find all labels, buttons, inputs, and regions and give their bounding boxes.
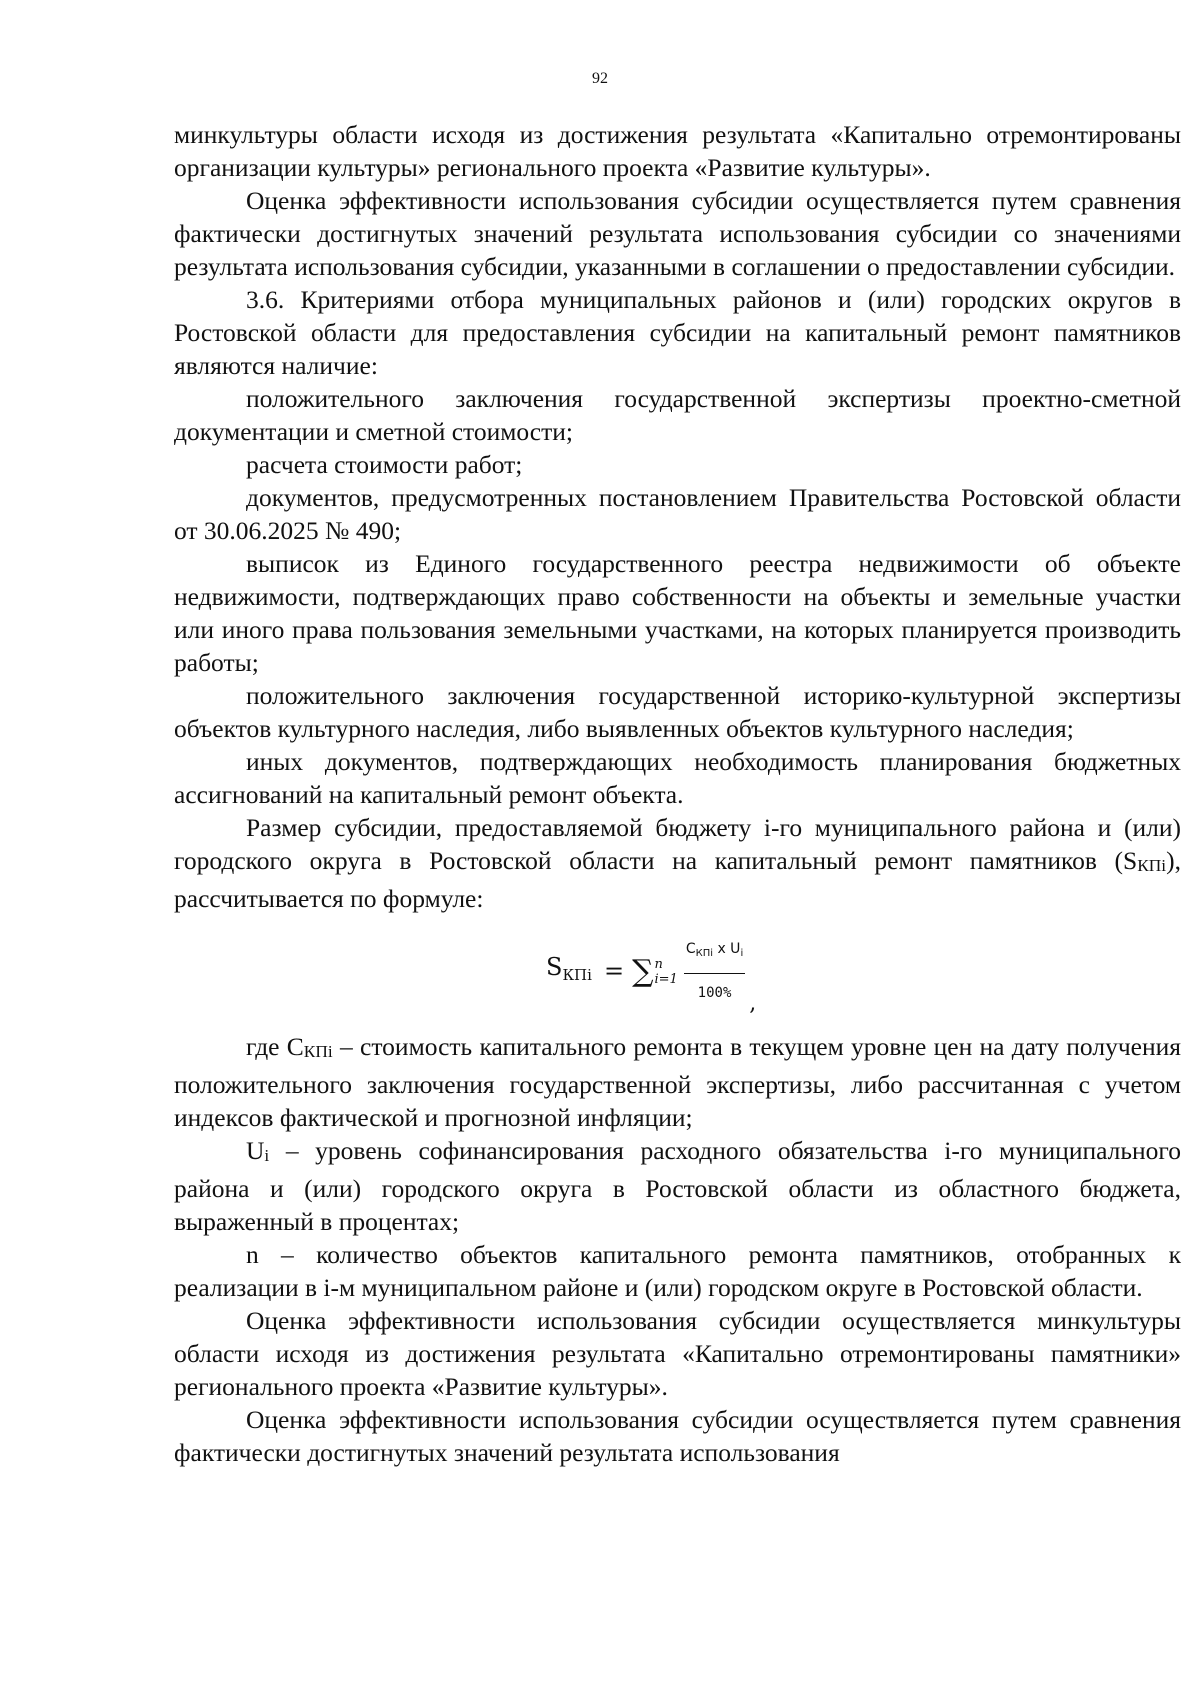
formula-equals: =	[603, 957, 625, 986]
formula-sum-lower: i=1	[654, 971, 678, 987]
definition-c-prefix: где C	[246, 1032, 304, 1062]
subsidy-formula	[546, 933, 757, 1017]
formula-num-c: C	[685, 941, 696, 958]
subsidy-size-text: Размер субсидии, предоставляемой бюджету i-го муниципального района и (или) городского округа в Ростовской области на капитальный ремонт памятников (S	[174, 813, 1181, 875]
formula-denominator: 100%	[697, 985, 732, 1002]
criteria-item-heritage-expertise: положительного заключения государственной историко-культурной экспертизы объектов культурного наследия, либо выявленных объектов культурного наследия;	[174, 681, 1181, 743]
formula-num-c-subscript: КПi	[695, 948, 713, 960]
definition-u	[174, 1134, 1181, 1238]
subsidy-size-subscript: КПi	[1137, 856, 1167, 876]
formula-lhs-symbol: S	[546, 953, 563, 982]
paragraph-continuation: минкультуры области исходя из достижения результата «Капитально отремонтированы организации культуры» регионального проекта «Развитие культуры».	[174, 120, 1181, 182]
formula-num-times-u: x U	[713, 941, 741, 958]
paragraph-subsidy-size	[174, 811, 1181, 915]
formula-lhs	[546, 951, 592, 992]
formula-lhs-subscript: КПi	[562, 966, 592, 985]
formula-sum-limits	[654, 957, 677, 987]
criteria-item-cost-calculation: расчета стоимости работ;	[246, 450, 523, 479]
formula-num-u-subscript: i	[740, 948, 744, 960]
page-number: 92	[592, 70, 608, 87]
definition-u-text: – уровень софинансирования расходного обязательства i-го муниципального района и (или) городского округа в Ростовской области из областного бюджета, выраженный в процентах;	[174, 1136, 1181, 1237]
formula-numerator	[684, 933, 745, 974]
paragraph-selection-criteria: 3.6. Критериями отбора муниципальных районов и (или) городских округов в Ростовской области для предоставления субсидии на капитальный ремонт памятников являются наличие:	[174, 285, 1181, 380]
definition-c-subscript: КПi	[303, 1042, 333, 1062]
paragraph-comparison-continued: Оценка эффективности использования субсидии осуществляется путем сравнения фактически достигнутых значений результата использования	[174, 1405, 1181, 1468]
subsidy-size-text-end: ), рассчитывается по формуле:	[174, 846, 1181, 914]
document-body	[174, 118, 1181, 1469]
definition-u-subscript: i	[264, 1146, 270, 1166]
formula-sum-upper: n	[654, 956, 663, 972]
formula-comma: ,	[749, 991, 757, 1017]
paragraph-monuments-efficiency: Оценка эффективности использования субсидии осуществляется минкультуры области исходя из достижения результата «Капитально отремонтированы памятники» регионального проекта «Развитие культуры».	[174, 1306, 1181, 1402]
criteria-item-registry-extracts: выписок из Единого государственного реестра недвижимости об объекте недвижимости, подтверждающих право собственности на объекты и земельные участки или иного права пользования земельными участками, на которых планируется производить работы;	[174, 549, 1181, 677]
formula-sum-sign: ∑	[632, 953, 654, 989]
definition-u-prefix: U	[246, 1136, 265, 1166]
paragraph-efficiency-assessment: Оценка эффективности использования субсидии осуществляется путем сравнения фактически достигнутых значений результата использования субсидии со значениями результата использования субсидии, указанными в соглашении о предоставлении субсидии.	[174, 186, 1181, 281]
formula-fraction	[684, 933, 745, 1010]
criteria-item-expertise: положительного заключения государственной экспертизы проектно-сметной документации и сметной стоимости;	[174, 384, 1181, 446]
definition-n: n – количество объектов капитального ремонта памятников, отобранных к реализации в i-м муниципальном районе и (или) городском округе в Ростовской области.	[174, 1240, 1181, 1303]
criteria-item-documents: документов, предусмотренных постановлением Правительства Ростовской области от 30.06.2025 № 490;	[174, 483, 1181, 545]
definition-c	[174, 1030, 1181, 1134]
formula-block	[174, 915, 1181, 1030]
definition-c-text: – стоимость капитального ремонта в текущем уровне цен на дату получения положительного заключения государственной экспертизы, либо рассчитанная с учетом индексов фактической и прогнозной инфляции;	[174, 1032, 1181, 1133]
criteria-item-other-documents: иных документов, подтверждающих необходимость планирования бюджетных ассигнований на капитальный ремонт объекта.	[174, 747, 1181, 809]
